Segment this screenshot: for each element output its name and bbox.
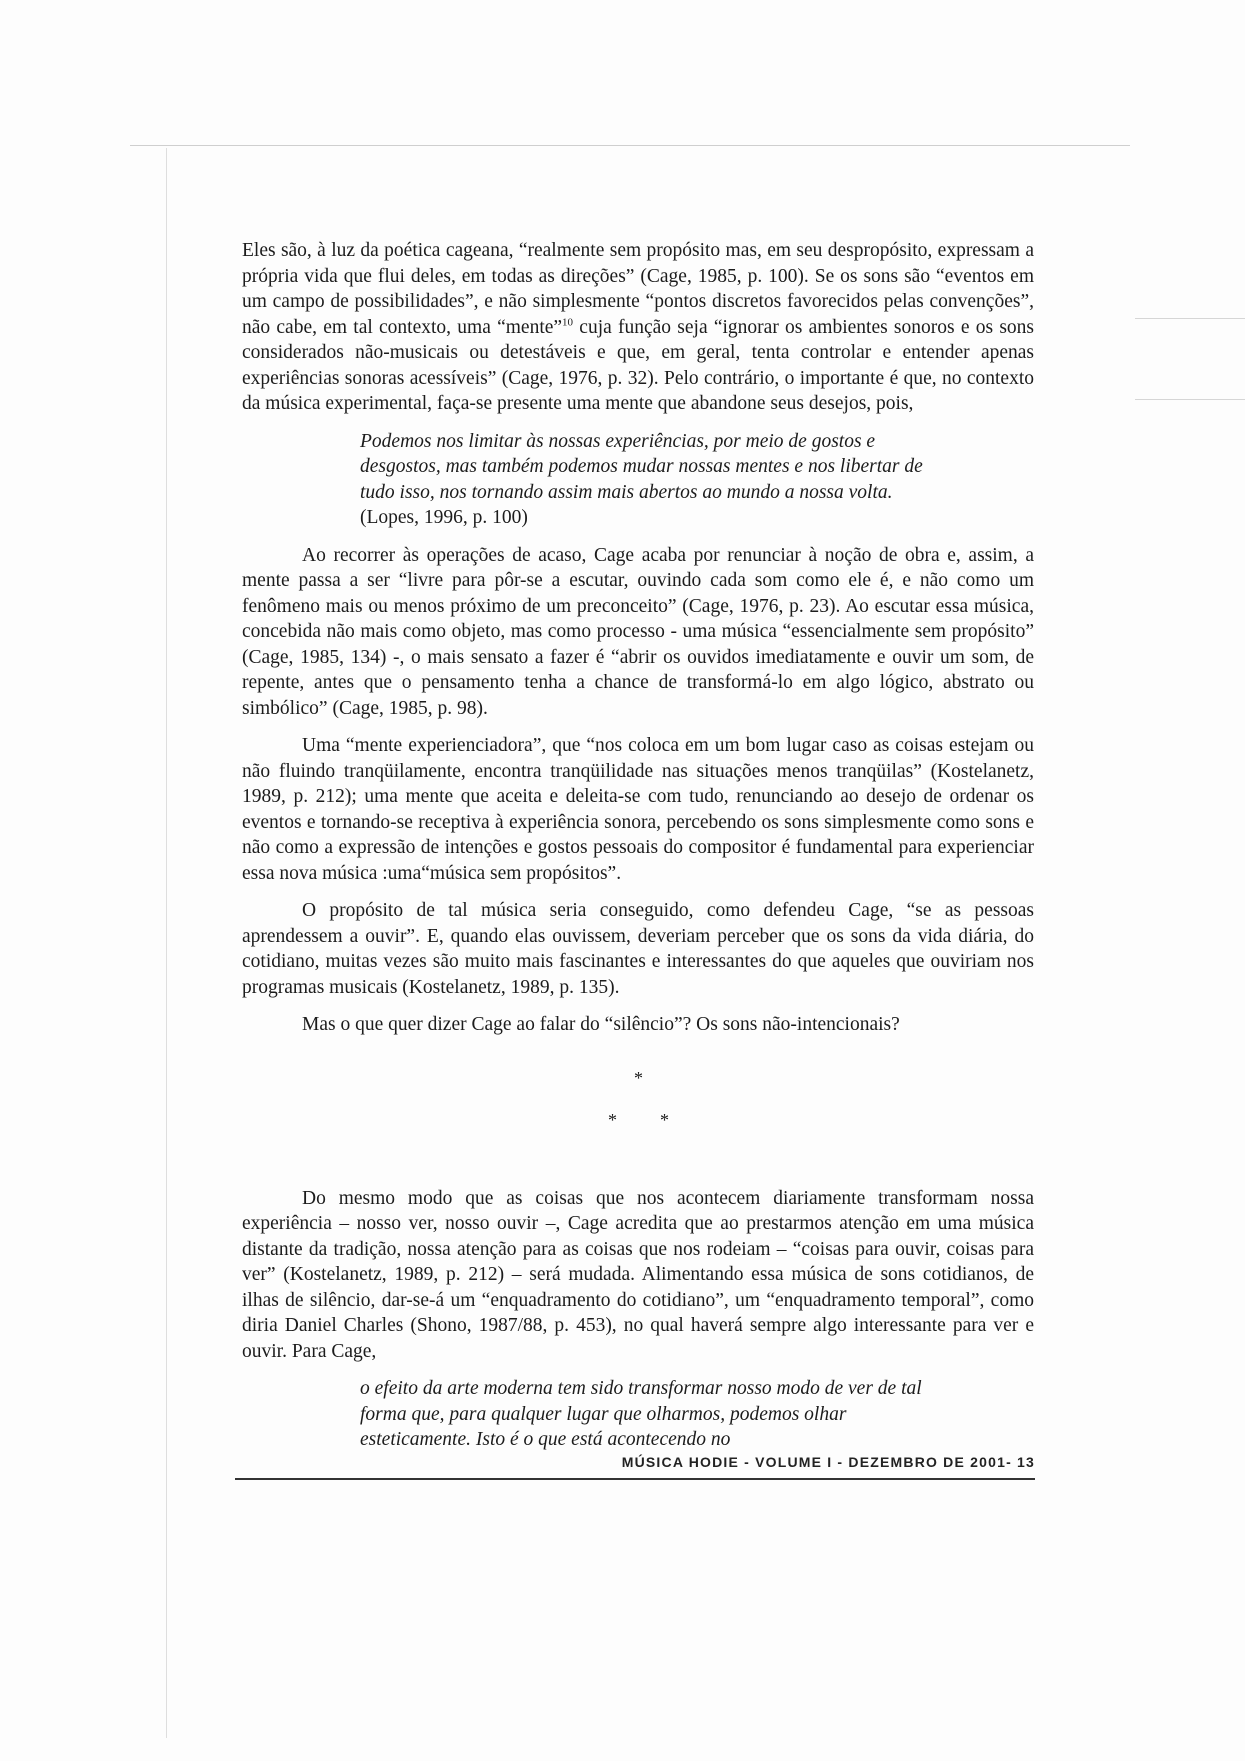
page-footer — [235, 1454, 1035, 1496]
paragraph-4: O propósito de tal música seria conseguido, como defendeu Cage, “se as pessoas aprendessem a ouvir”. E, quando elas ouvissem, deveriam perceber que os sons da vida diária, do cotidiano, muitas vezes são muito mais fascinantes e interessantes do que aqueles que ouviriam nos programas musicais (Kostelanetz, 1989, p. 135). — [242, 900, 1034, 998]
paragraph-3: Uma “mente experienciadora”, que “nos coloca em um bom lugar caso as coisas estejam ou não fluindo tranqüilamente, encontra tranqüilidade nas situações menos tranqüilas” (Kostelanetz, 1989, p. 212); uma mente que aceita e deleita-se com tudo, renunciando ao desejo de ordenar os eventos e tornando-se receptiva à experiência sonora, percebendo os sons simplesmente como sons e não como a expressão de intenções e gostos pessoais do compositor é fundamental para experienciar essa nova música :uma“música sem propósitos”. — [242, 735, 1034, 884]
footnote-marker: 10 — [562, 316, 574, 328]
page-edge-left — [166, 148, 167, 1738]
margin-mark — [1135, 399, 1245, 400]
quote-citation: (Lopes, 1996, p. 100) — [360, 507, 528, 528]
running-head: MÚSICA HODIE - VOLUME I - DEZEMBRO DE 2001- 13 — [621, 1454, 1035, 1470]
block-quote-2 — [242, 1376, 1034, 1453]
quote-text: o efeito da arte moderna tem sido transformar nosso modo de ver de tal forma que, para qualquer lugar que olharmos, podemos olhar esteticamente. Isto é o que está acontecendo no — [360, 1378, 922, 1450]
asterism-star: * — [634, 1067, 643, 1088]
paragraph-1: Eles são, à luz da poética cageana, “realmente sem propósito mas, em seu despropósito, expressam a própria vida que flui deles, em todas as direções” (Cage, 1985, p. 100). Se os sons são “eventos em um campo de possibilidades”, e não simplesmente “pontos discretos favorecidos pelas convenções”, não cabe, em tal contexto, uma “mente”$^{10}$ cuja função seja “ignorar os ambientes sonoros e os sons considerados não-musicais ou detestáveis e que, em geral, tenta controlar e entender apenas experiências sonoras acessíveis” (Cage, 1976, p. 32). Pelo contrário, o importante é que, no contexto da música experimental, faça-se presente uma mente que abandone seus desejos, pois, — [242, 240, 1034, 414]
footer-rule — [235, 1478, 1035, 1480]
margin-mark — [1135, 318, 1245, 319]
section-break-asterism — [242, 1058, 1034, 1168]
paragraph-6: Do mesmo modo que as coisas que nos acontecem diariamente transformam nossa experiência – nosso ver, nosso ouvir –, Cage acredita que ao prestarmos atenção em uma música distante da tradição, nossa atenção para as coisas que nos rodeiam – “coisas para ouvir, coisas para ver” (Kostelanetz, 1989, p. 212) – será mudada. Alimentando essa música de sons cotidianos, de ilhas de silêncio, dar-se-á um “enquadramento do cotidiano”, um “enquadramento temporal”, como diria Daniel Charles (Shono, 1987/88, p. 453), no qual haverá sempre algo interessante para ver e ouvir. Para Cage, — [242, 1187, 1034, 1362]
article-body — [242, 238, 1034, 1465]
paragraph-5: Mas o que quer dizer Cage ao falar do “silêncio”? Os sons não-intencionais? — [302, 1014, 900, 1035]
block-quote-1 — [242, 429, 1034, 531]
asterism-star: * — [608, 1109, 617, 1130]
asterism-star: * — [660, 1109, 669, 1130]
quote-text: Podemos nos limitar às nossas experiências, por meio de gostos e desgostos, mas também podemos mudar nossas mentes e nos libertar de tudo isso, nos tornando assim mais abertos ao mundo a nossa volta. — [360, 430, 923, 503]
paragraph-2: Ao recorrer às operações de acaso, Cage acaba por renunciar à noção de obra e, assim, a mente passa a ser “livre para pôr-se a escutar, ouvindo cada som como ele é, e não como um fenômeno mais ou menos próximo de um preconceito” (Cage, 1976, p. 23). Ao escutar essa música, concebida não mais como objeto, mas como processo - uma música “essencialmente sem propósito” (Cage, 1985, 134) -, o mais sensato a fazer é “abrir os ouvidos imediatamente e ouvir um som, de repente, antes que o pensamento tenha a chance de transformá-lo em algo lógico, abstrato ou simbólico” (Cage, 1985, p. 98). — [242, 544, 1034, 719]
page-edge-top — [130, 145, 1130, 146]
